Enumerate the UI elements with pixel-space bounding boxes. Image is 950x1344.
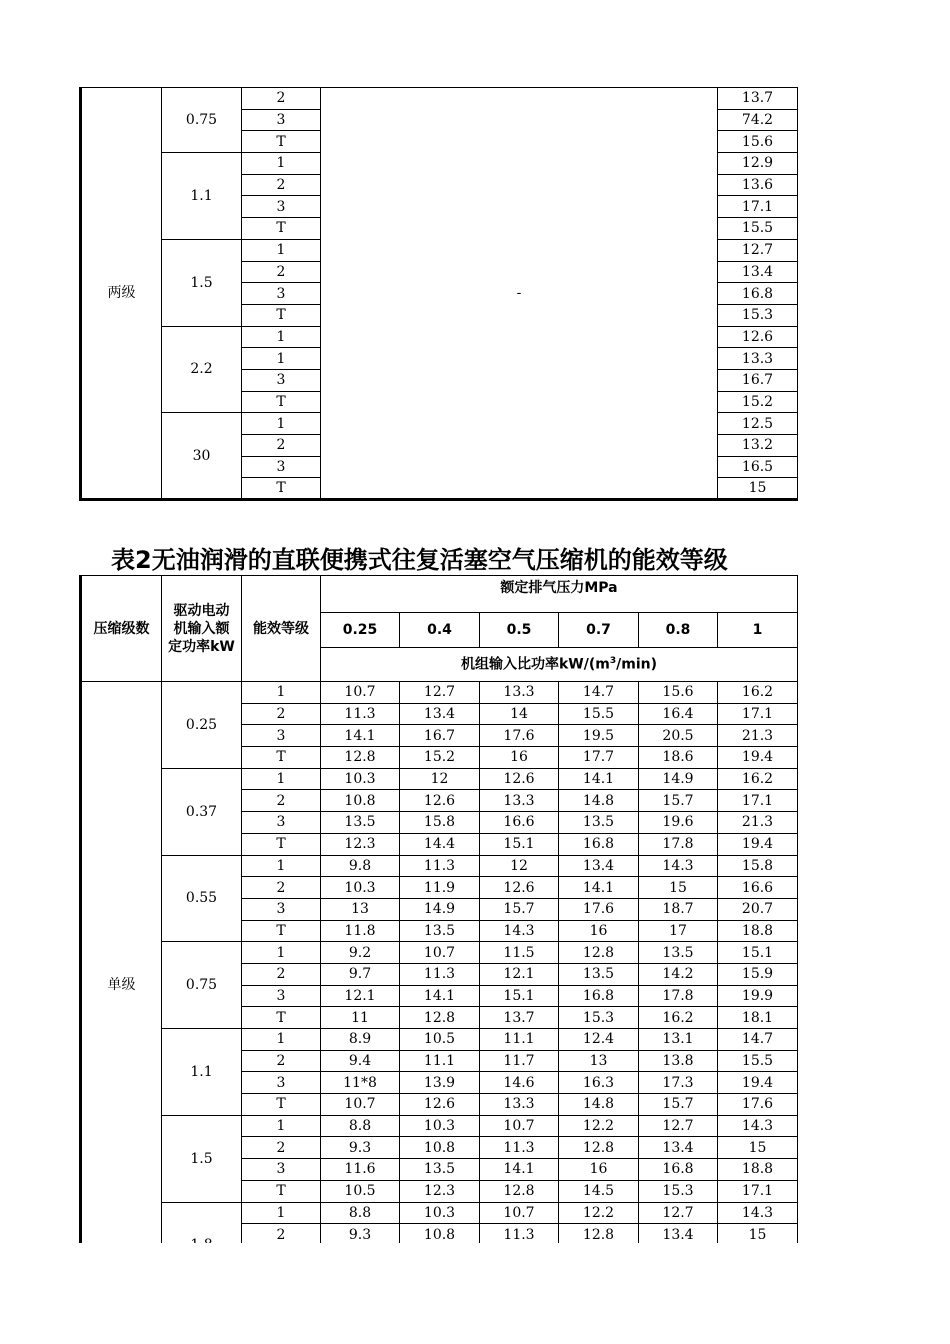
grade-cell: 2 xyxy=(242,790,321,812)
value-cell: 11*8 xyxy=(321,1072,400,1094)
value-cell: 10.7 xyxy=(480,1202,559,1224)
grade-cell: 1 xyxy=(242,1202,321,1224)
value-cell: 14.1 xyxy=(480,1159,559,1181)
value-cell: 14.4 xyxy=(400,833,480,855)
value-cell: 13 xyxy=(559,1050,639,1072)
value-cell: 14.1 xyxy=(400,985,480,1007)
grade-cell: T xyxy=(242,1007,321,1029)
value-cell: 10.5 xyxy=(400,1029,480,1051)
value-cell: 15.8 xyxy=(400,812,480,834)
value-cell: 12 xyxy=(480,855,559,877)
grade-cell: 3 xyxy=(242,109,321,131)
value-cell: 13.7 xyxy=(480,1007,559,1029)
pressure-header-cell: 0.7 xyxy=(559,613,639,648)
value-cell: 13.5 xyxy=(321,812,400,834)
grade-cell: T xyxy=(242,1180,321,1202)
value-cell: 15 xyxy=(718,478,798,500)
grade-cell: 2 xyxy=(242,1050,321,1072)
grade-cell: 1 xyxy=(242,153,321,175)
value-cell: 13.4 xyxy=(639,1224,718,1246)
value-cell: 17.6 xyxy=(559,898,639,920)
value-cell: 9.7 xyxy=(321,963,400,985)
grade-cell: 2 xyxy=(242,435,321,457)
value-cell: 10.3 xyxy=(321,877,400,899)
value-cell: 15.5 xyxy=(559,703,639,725)
value-cell: 14.6 xyxy=(480,1072,559,1094)
value-cell: 15.5 xyxy=(718,218,798,240)
grade-cell: T xyxy=(242,391,321,413)
value-cell: 15.7 xyxy=(639,790,718,812)
value-cell: 10.7 xyxy=(480,1115,559,1137)
value-cell: 14.9 xyxy=(639,768,718,790)
value-cell: 17.8 xyxy=(639,985,718,1007)
stage-cell: 单级 xyxy=(81,682,162,1289)
value-cell: 17.6 xyxy=(718,1094,798,1116)
value-cell: 14.8 xyxy=(559,790,639,812)
value-cell: 13.4 xyxy=(718,261,798,283)
value-cell: 11.8 xyxy=(321,920,400,942)
value-cell: 12.6 xyxy=(480,768,559,790)
value-cell: 10.8 xyxy=(400,1224,480,1246)
value-cell: 16.8 xyxy=(639,1159,718,1181)
value-cell: 19.6 xyxy=(639,812,718,834)
grade-cell: 1 xyxy=(242,1029,321,1051)
value-cell: 8.9 xyxy=(321,1029,400,1051)
power-cell: 2.2 xyxy=(162,326,242,413)
value-cell: 14.5 xyxy=(559,1180,639,1202)
grade-cell: 2 xyxy=(242,1224,321,1246)
grade-cell: T xyxy=(242,747,321,769)
value-cell: 12.6 xyxy=(400,1094,480,1116)
grade-cell: 3 xyxy=(242,1159,321,1181)
pressure-header-cell: 0.5 xyxy=(480,613,559,648)
value-cell: 12.8 xyxy=(400,1007,480,1029)
grade-cell: 3 xyxy=(242,1072,321,1094)
value-cell: 16.8 xyxy=(718,283,798,305)
value-cell: 17.1 xyxy=(718,703,798,725)
value-cell: 18.7 xyxy=(639,898,718,920)
value-cell: 12.7 xyxy=(718,239,798,261)
value-cell: 16 xyxy=(559,920,639,942)
value-cell: 14.8 xyxy=(559,1094,639,1116)
value-cell: 12 xyxy=(400,768,480,790)
value-cell: 8.8 xyxy=(321,1202,400,1224)
header-unit-sup: 3 xyxy=(609,656,617,667)
value-cell: 14.9 xyxy=(400,898,480,920)
grade-cell: 2 xyxy=(242,963,321,985)
value-cell: 12.7 xyxy=(639,1202,718,1224)
value-cell: 15.2 xyxy=(400,747,480,769)
grade-cell: 1 xyxy=(242,1115,321,1137)
page-cut-mask xyxy=(78,1243,798,1344)
value-cell: 11 xyxy=(321,1007,400,1029)
value-cell: 13.2 xyxy=(718,435,798,457)
value-cell: 14.3 xyxy=(480,920,559,942)
grade-cell: 1 xyxy=(242,855,321,877)
grade-cell: T xyxy=(242,478,321,500)
value-cell: 12.7 xyxy=(639,1115,718,1137)
grade-cell: 2 xyxy=(242,703,321,725)
grade-cell: 3 xyxy=(242,283,321,305)
value-cell: 12.6 xyxy=(480,877,559,899)
value-cell: 20.5 xyxy=(639,725,718,747)
value-cell: 15 xyxy=(718,1137,798,1159)
value-cell: 15.7 xyxy=(639,1094,718,1116)
value-cell: 16.3 xyxy=(559,1072,639,1094)
value-cell: 16.7 xyxy=(718,369,798,391)
header-unit-suffix: /min) xyxy=(616,656,657,673)
table-row xyxy=(81,1202,798,1224)
value-cell: 15.1 xyxy=(480,833,559,855)
value-cell: 19.9 xyxy=(718,985,798,1007)
table2-title: 表2无油润滑的直联便携式往复活塞空气压缩机的能效等级 xyxy=(111,546,728,574)
value-cell: 14.3 xyxy=(718,1202,798,1224)
value-cell: 14 xyxy=(480,703,559,725)
value-cell: 15.3 xyxy=(639,1180,718,1202)
value-cell: 12.5 xyxy=(718,413,798,435)
grade-cell: 3 xyxy=(242,196,321,218)
power-cell: 0.37 xyxy=(162,768,242,855)
grade-cell: 1 xyxy=(242,326,321,348)
grade-cell: 2 xyxy=(242,88,321,110)
value-cell: 15.2 xyxy=(718,391,798,413)
table-row xyxy=(81,768,798,790)
value-cell: 10.5 xyxy=(321,1180,400,1202)
power-cell: 1.1 xyxy=(162,1029,242,1116)
grade-cell: 3 xyxy=(242,985,321,1007)
header-unit-prefix: 机组输入比功率kW/(m xyxy=(461,656,610,673)
value-cell: 16.8 xyxy=(559,833,639,855)
value-cell: 9.2 xyxy=(321,942,400,964)
grade-cell: T xyxy=(242,920,321,942)
value-cell: 13.5 xyxy=(639,942,718,964)
value-cell: 15.8 xyxy=(718,855,798,877)
grade-cell: 1 xyxy=(242,682,321,704)
value-cell: 14.7 xyxy=(718,1029,798,1051)
table-row xyxy=(81,1115,798,1137)
value-cell: 17.6 xyxy=(480,725,559,747)
power-cell: 1.5 xyxy=(162,239,242,326)
value-cell: 11.3 xyxy=(321,703,400,725)
grade-cell: 3 xyxy=(242,812,321,834)
value-cell: 11.6 xyxy=(321,1159,400,1181)
value-cell: 15.3 xyxy=(718,304,798,326)
value-cell: 13.3 xyxy=(480,790,559,812)
table-two-stage xyxy=(79,87,798,501)
value-cell: 15.1 xyxy=(480,985,559,1007)
value-cell: 16.8 xyxy=(559,985,639,1007)
table-row xyxy=(81,942,798,964)
power-cell: 1.5 xyxy=(162,1115,242,1202)
value-cell: 11.1 xyxy=(400,1050,480,1072)
value-cell: 16.6 xyxy=(480,812,559,834)
table-row xyxy=(81,1029,798,1051)
grade-cell: 1 xyxy=(242,239,321,261)
grade-cell: T xyxy=(242,218,321,240)
value-cell: 14.3 xyxy=(639,855,718,877)
value-cell: 10.3 xyxy=(400,1202,480,1224)
value-cell: 18.1 xyxy=(718,1007,798,1029)
value-cell: 17.8 xyxy=(639,833,718,855)
grade-cell: 3 xyxy=(242,725,321,747)
grade-cell: 1 xyxy=(242,942,321,964)
table-row xyxy=(81,682,798,704)
value-cell: 15.7 xyxy=(480,898,559,920)
value-cell: 16.4 xyxy=(639,703,718,725)
value-cell: 16.2 xyxy=(718,768,798,790)
value-cell: 9.8 xyxy=(321,855,400,877)
value-cell: 12.6 xyxy=(718,326,798,348)
value-cell: 10.3 xyxy=(321,768,400,790)
value-cell: 18.8 xyxy=(718,920,798,942)
value-cell: 11.1 xyxy=(480,1029,559,1051)
value-cell: 17.1 xyxy=(718,196,798,218)
value-cell: 17.3 xyxy=(639,1072,718,1094)
value-cell: 10.7 xyxy=(400,942,480,964)
value-cell: 19.5 xyxy=(559,725,639,747)
dash-cell: - xyxy=(321,88,718,500)
value-cell: 10.7 xyxy=(321,1094,400,1116)
value-cell: 17 xyxy=(639,920,718,942)
value-cell: 13.3 xyxy=(480,682,559,704)
value-cell: 12.2 xyxy=(559,1202,639,1224)
value-cell: 17.1 xyxy=(718,790,798,812)
value-cell: 13.4 xyxy=(639,1137,718,1159)
power-cell: 0.25 xyxy=(162,682,242,769)
grade-cell: 2 xyxy=(242,1137,321,1159)
value-cell: 12.4 xyxy=(559,1029,639,1051)
value-cell: 12.8 xyxy=(559,942,639,964)
grade-cell: 1 xyxy=(242,348,321,370)
value-cell: 14.3 xyxy=(718,1115,798,1137)
value-cell: 13.9 xyxy=(400,1072,480,1094)
value-cell: 15 xyxy=(718,1224,798,1246)
value-cell: 10.8 xyxy=(321,790,400,812)
value-cell: 16.2 xyxy=(639,1007,718,1029)
value-cell: 14.1 xyxy=(321,725,400,747)
header-unit xyxy=(321,648,798,682)
value-cell: 10.7 xyxy=(321,682,400,704)
header-pressure-title: 额定排气压力MPa xyxy=(321,576,798,613)
grade-cell: 2 xyxy=(242,174,321,196)
value-cell: 12.6 xyxy=(400,790,480,812)
value-cell: 12.1 xyxy=(321,985,400,1007)
grade-cell: 1 xyxy=(242,413,321,435)
value-cell: 16 xyxy=(480,747,559,769)
grade-cell: 3 xyxy=(242,898,321,920)
pressure-header-cell: 1 xyxy=(718,613,798,648)
power-cell: 30 xyxy=(162,413,242,500)
power-cell: 1.1 xyxy=(162,153,242,240)
value-cell: 18.8 xyxy=(718,1159,798,1181)
value-cell: 9.3 xyxy=(321,1224,400,1246)
value-cell: 11.9 xyxy=(400,877,480,899)
header-power-line1: 驱动电动 xyxy=(173,602,230,619)
value-cell: 13.3 xyxy=(718,348,798,370)
value-cell: 13 xyxy=(321,898,400,920)
grade-cell: 2 xyxy=(242,261,321,283)
value-cell: 11.7 xyxy=(480,1050,559,1072)
value-cell: 14.1 xyxy=(559,768,639,790)
value-cell: 13.6 xyxy=(718,174,798,196)
grade-cell: T xyxy=(242,131,321,153)
value-cell: 13.4 xyxy=(400,703,480,725)
value-cell: 14.7 xyxy=(559,682,639,704)
value-cell: 13.5 xyxy=(559,812,639,834)
grade-cell: 1 xyxy=(242,768,321,790)
value-cell: 11.3 xyxy=(400,855,480,877)
table-row xyxy=(81,88,798,110)
value-cell: 15.1 xyxy=(718,942,798,964)
value-cell: 10.3 xyxy=(400,1115,480,1137)
value-cell: 74.2 xyxy=(718,109,798,131)
pressure-header-cell: 0.25 xyxy=(321,613,400,648)
value-cell: 19.4 xyxy=(718,833,798,855)
value-cell: 12.8 xyxy=(559,1137,639,1159)
value-cell: 9.3 xyxy=(321,1137,400,1159)
value-cell: 16 xyxy=(559,1159,639,1181)
value-cell: 12.8 xyxy=(559,1224,639,1246)
grade-cell: 3 xyxy=(242,369,321,391)
value-cell: 20.7 xyxy=(718,898,798,920)
value-cell: 15.6 xyxy=(718,131,798,153)
value-cell: 13.8 xyxy=(639,1050,718,1072)
value-cell: 21.3 xyxy=(718,812,798,834)
value-cell: 21.3 xyxy=(718,725,798,747)
value-cell: 9.4 xyxy=(321,1050,400,1072)
value-cell: 17.1 xyxy=(718,1180,798,1202)
value-cell: 12.2 xyxy=(559,1115,639,1137)
value-cell: 16.6 xyxy=(718,877,798,899)
pressure-header-cell: 0.4 xyxy=(400,613,480,648)
power-cell: 0.55 xyxy=(162,855,242,942)
value-cell: 8.8 xyxy=(321,1115,400,1137)
value-cell: 15.3 xyxy=(559,1007,639,1029)
grade-cell: T xyxy=(242,1094,321,1116)
value-cell: 12.9 xyxy=(718,153,798,175)
value-cell: 12.1 xyxy=(480,963,559,985)
value-cell: 13.4 xyxy=(559,855,639,877)
value-cell: 15.5 xyxy=(718,1050,798,1072)
value-cell: 12.7 xyxy=(400,682,480,704)
table-single-stage xyxy=(79,575,798,1289)
stage-cell: 两级 xyxy=(81,88,162,500)
value-cell: 11.3 xyxy=(480,1224,559,1246)
header-power-line2: 机输入额 xyxy=(173,620,230,637)
value-cell: 13.7 xyxy=(718,88,798,110)
grade-cell: 2 xyxy=(242,877,321,899)
value-cell: 13.5 xyxy=(400,1159,480,1181)
value-cell: 14.2 xyxy=(639,963,718,985)
power-cell: 0.75 xyxy=(162,88,242,153)
value-cell: 13.5 xyxy=(400,920,480,942)
value-cell: 12.8 xyxy=(321,747,400,769)
header-stage: 压缩级数 xyxy=(81,576,162,682)
value-cell: 11.5 xyxy=(480,942,559,964)
value-cell: 12.8 xyxy=(480,1180,559,1202)
value-cell: 15.6 xyxy=(639,682,718,704)
value-cell: 19.4 xyxy=(718,747,798,769)
value-cell: 13.3 xyxy=(480,1094,559,1116)
value-cell: 17.7 xyxy=(559,747,639,769)
value-cell: 13.5 xyxy=(559,963,639,985)
value-cell: 15 xyxy=(639,877,718,899)
value-cell: 13.1 xyxy=(639,1029,718,1051)
header-power xyxy=(162,576,242,682)
value-cell: 11.3 xyxy=(400,963,480,985)
value-cell: 10.8 xyxy=(400,1137,480,1159)
value-cell: 18.6 xyxy=(639,747,718,769)
grade-cell: 3 xyxy=(242,456,321,478)
header-grade: 能效等级 xyxy=(242,576,321,682)
grade-cell: T xyxy=(242,833,321,855)
value-cell: 14.1 xyxy=(559,877,639,899)
value-cell: 16.5 xyxy=(718,456,798,478)
value-cell: 15.9 xyxy=(718,963,798,985)
header-power-line3: 定功率kW xyxy=(168,638,235,655)
value-cell: 16.2 xyxy=(718,682,798,704)
power-cell: 0.75 xyxy=(162,942,242,1029)
pressure-header-cell: 0.8 xyxy=(639,613,718,648)
value-cell: 12.3 xyxy=(321,833,400,855)
value-cell: 19.4 xyxy=(718,1072,798,1094)
value-cell: 11.3 xyxy=(480,1137,559,1159)
table-row xyxy=(81,855,798,877)
value-cell: 12.3 xyxy=(400,1180,480,1202)
value-cell: 16.7 xyxy=(400,725,480,747)
grade-cell: T xyxy=(242,304,321,326)
